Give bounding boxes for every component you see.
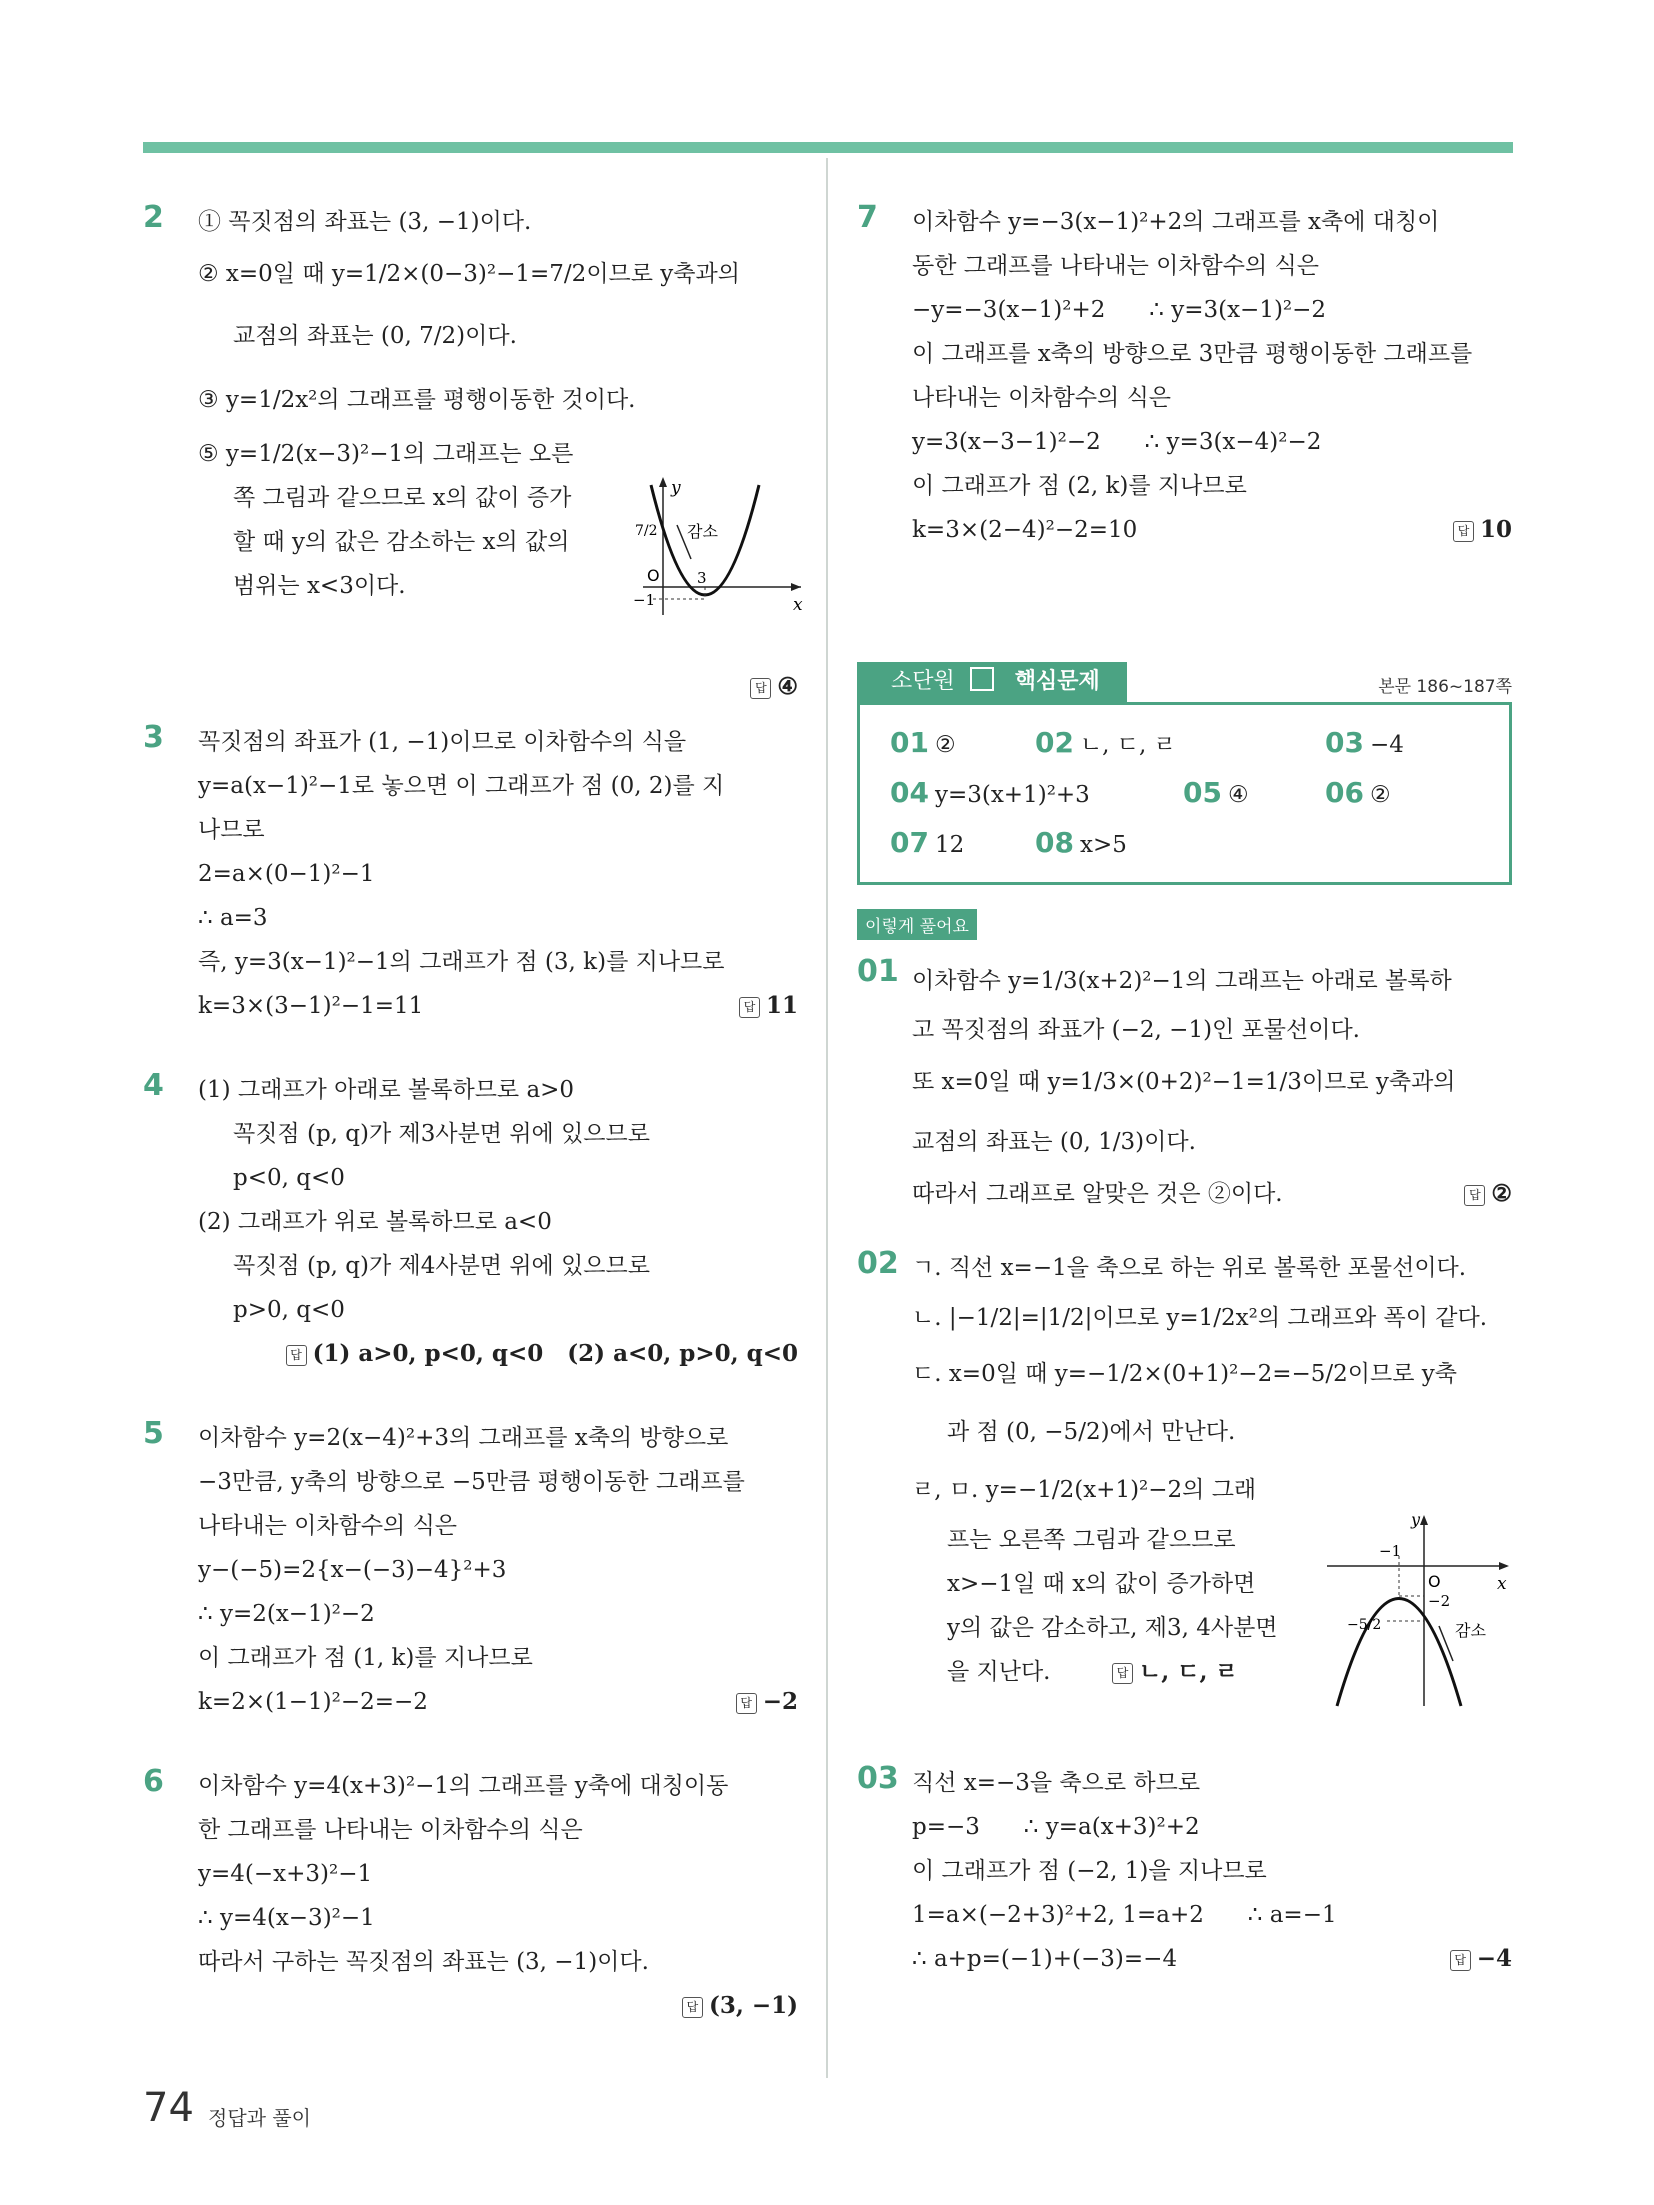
answer-value: 10 — [1479, 516, 1512, 543]
solution-tag: 이렇게 풀어요 — [857, 909, 977, 940]
core-header — [857, 662, 1512, 702]
notebook-icon — [970, 667, 994, 691]
right-column — [857, 200, 1512, 1981]
text-line: 나타내는 이차함수의 식은 — [198, 1513, 458, 1539]
footer-label: 정답과 풀이 — [208, 2106, 311, 2130]
core-answer-value: ④ — [1227, 782, 1249, 808]
top-accent-bar — [143, 142, 1513, 153]
text-line: ∴ y=4(x−3)²−1 — [198, 1905, 375, 1931]
problem-7 — [857, 200, 1512, 552]
graph-label-y: y — [1411, 1511, 1421, 1529]
core-answer — [1035, 819, 1127, 869]
text-line — [912, 1937, 1512, 1981]
y-axis-arrow — [1420, 1515, 1428, 1525]
graph-label-seven-halves: 7/2 — [635, 523, 658, 539]
text-line: ② x=0일 때 y=1/2×(0−3)²−1=7/2이므로 y축과의 — [198, 261, 740, 287]
parabola-graph-p2 — [633, 475, 803, 625]
text-line: ∴ a=3 — [198, 905, 268, 931]
text-line: 1=a×(−2+3)²+2, 1=a+2 ∴ a=−1 — [912, 1902, 1337, 1928]
text-line: y=4(−x+3)²−1 — [198, 1861, 373, 1887]
answer-icon: 답 — [1453, 521, 1474, 542]
text-line: 프는 오른쪽 그림과 같으므로 — [947, 1527, 1236, 1553]
problem-number: 2 — [143, 200, 164, 235]
text-line: 이 그래프를 x축의 방향으로 3만큼 평행이동한 그래프를 — [912, 341, 1473, 367]
text-line: ㄷ. x=0일 때 y=−1/2×(0+1)²−2=−5/2이므로 y축 — [912, 1361, 1457, 1387]
answer-value: −2 — [762, 1688, 798, 1715]
text-line: y−(−5)=2{x−(−3)−4}²+3 — [198, 1557, 507, 1583]
y-axis-arrow — [659, 477, 667, 487]
text-line: ① 꼭짓점의 좌표는 (3, −1)이다. — [198, 209, 532, 235]
parabola-graph-s02 — [1327, 1511, 1512, 1711]
text-line: 할 때 y의 값은 감소하는 x의 값의 — [233, 529, 570, 555]
core-answer-number: 07 — [890, 826, 929, 859]
text-span: k=2×(1−1)²−2=−2 — [198, 1689, 428, 1715]
text-line: 쪽 그림과 같으므로 x의 값이 증가 — [233, 485, 572, 511]
x-axis-arrow — [791, 583, 801, 591]
answer-value: −4 — [1476, 1945, 1512, 1972]
answer — [736, 1680, 798, 1724]
graph-label-x: x — [1497, 1574, 1507, 1594]
text-line: 꼭짓점 (p, q)가 제3사분면 위에 있으므로 — [233, 1121, 650, 1147]
core-answer — [1183, 769, 1325, 819]
text-line: 이차함수 y=4(x+3)²−1의 그래프를 y축에 대칭이동 — [198, 1773, 729, 1799]
text-line: ㄹ, ㅁ. y=−1/2(x+1)²−2의 그래 — [912, 1477, 1257, 1503]
core-row — [890, 769, 1479, 819]
solution-03 — [857, 1761, 1512, 1981]
core-answer-number: 04 — [890, 776, 929, 809]
problem-6 — [143, 1764, 798, 2028]
text-line: p>0, q<0 — [233, 1297, 345, 1323]
graph-label-origin: O — [647, 566, 660, 585]
core-answer-number: 05 — [1183, 776, 1222, 809]
text-line: y의 값은 감소하고, 제3, 4사분면 — [947, 1615, 1278, 1641]
text-line: ∴ y=2(x−1)²−2 — [198, 1601, 375, 1627]
text-line: 범위는 x<3이다. — [233, 573, 406, 599]
graph-label-origin: O — [1428, 1572, 1441, 1591]
solution-02 — [857, 1246, 1512, 1736]
text-line: p=−3 ∴ y=a(x+3)²+2 — [912, 1814, 1200, 1840]
core-answer-number: 03 — [1325, 726, 1364, 759]
answer — [1453, 508, 1512, 552]
core-answer-number: 08 — [1035, 826, 1074, 859]
text-line: 즉, y=3(x−1)²−1의 그래프가 점 (3, k)를 지나므로 — [198, 949, 725, 975]
text-line — [198, 1680, 798, 1724]
core-answer-value: ② — [934, 732, 956, 758]
graph-label-decrease: 감소 — [687, 522, 718, 541]
solution-number: 02 — [857, 1246, 899, 1281]
decrease-arrow — [1439, 1626, 1453, 1661]
text-span: ∴ a+p=(−1)+(−3)=−4 — [912, 1946, 1178, 1972]
graph-label-minus-one: −1 — [1379, 1542, 1402, 1560]
text-line: 2=a×(0−1)²−1 — [198, 861, 375, 887]
answer — [1450, 1937, 1512, 1981]
x-axis-arrow — [1499, 1562, 1509, 1570]
problem-3 — [143, 720, 798, 1028]
text-line: 고 꼭짓점의 좌표가 (−2, −1)인 포물선이다. — [912, 1017, 1360, 1043]
text-line: 따라서 구하는 꼭짓점의 좌표는 (3, −1)이다. — [198, 1949, 649, 1975]
core-tab-label-1: 소단원 — [891, 669, 955, 694]
answer-value: ④ — [777, 673, 798, 700]
text-line: 교점의 좌표는 (0, 7/2)이다. — [233, 323, 517, 349]
text-line: p<0, q<0 — [233, 1165, 345, 1191]
graph-label-minus-one: −1 — [633, 591, 656, 609]
text-line: (2) 그래프가 위로 볼록하므로 a<0 — [198, 1209, 552, 1235]
parabola-curve — [1337, 1599, 1461, 1707]
text-line: 나므로 — [198, 817, 265, 843]
text-span: 을 지난다. — [947, 1659, 1051, 1685]
text-line: 이 그래프가 점 (−2, 1)을 지나므로 — [912, 1858, 1267, 1884]
page-reference: 본문 186~187쪽 — [1378, 677, 1512, 697]
text-span: 따라서 그래프로 알맞은 것은 ②이다. — [912, 1181, 1283, 1207]
problem-5 — [143, 1416, 798, 1724]
solution-number: 03 — [857, 1761, 899, 1796]
answer — [198, 1984, 798, 2028]
text-line: x>−1일 때 x의 값이 증가하면 — [947, 1571, 1256, 1597]
text-line: 이 그래프가 점 (2, k)를 지나므로 — [912, 473, 1247, 499]
core-answer — [890, 769, 1183, 819]
core-answer — [890, 719, 1035, 769]
text-line — [912, 508, 1512, 552]
core-answer-value: x>5 — [1079, 832, 1127, 858]
answer — [198, 1332, 798, 1376]
problem-number: 6 — [143, 1764, 164, 1799]
text-line: 이차함수 y=−3(x−1)²+2의 그래프를 x축에 대칭이 — [912, 209, 1440, 235]
answer — [1464, 1172, 1512, 1216]
text-line: ⑤ y=1/2(x−3)²−1의 그래프는 오른 — [198, 441, 574, 467]
text-line: y=a(x−1)²−1로 놓으면 이 그래프가 점 (0, 2)를 지 — [198, 773, 725, 799]
text-line: 동한 그래프를 나타내는 이차함수의 식은 — [912, 253, 1319, 279]
text-line — [198, 984, 798, 1028]
text-span: k=3×(2−4)²−2=10 — [912, 517, 1138, 543]
text-line: 또 x=0일 때 y=1/3×(0+2)²−1=1/3이므로 y축과의 — [912, 1069, 1456, 1095]
graph-label-minus-five-halves: −5/2 — [1347, 1617, 1382, 1633]
graph-label-x: x — [793, 595, 803, 615]
problem-2 — [143, 200, 803, 700]
problem-number: 7 — [857, 200, 878, 235]
answer-value: (3, −1) — [708, 1992, 798, 2019]
text-line: 꼭짓점의 좌표가 (1, −1)이므로 이차함수의 식을 — [198, 729, 687, 755]
text-line — [912, 1172, 1512, 1216]
core-row — [890, 819, 1479, 869]
text-line: 이차함수 y=1/3(x+2)²−1의 그래프는 아래로 볼록하 — [912, 968, 1452, 994]
text-line: 직선 x=−3을 축으로 하므로 — [912, 1770, 1201, 1796]
problem-number: 5 — [143, 1416, 164, 1451]
answer — [750, 665, 798, 709]
core-answers-box — [857, 702, 1512, 885]
answer-icon: 답 — [1464, 1185, 1485, 1206]
text-line: −3만큼, y축의 방향으로 −5만큼 평행이동한 그래프를 — [198, 1469, 745, 1495]
core-answer — [1325, 719, 1404, 769]
graph-label-decrease: 감소 — [1455, 1621, 1486, 1640]
text-span: k=3×(3−1)²−1=11 — [198, 993, 424, 1019]
text-line: ㄱ. 직선 x=−1을 축으로 하는 위로 볼록한 포물선이다. — [912, 1255, 1467, 1281]
answer-icon: 답 — [739, 997, 760, 1018]
text-line: 나타내는 이차함수의 식은 — [912, 385, 1172, 411]
text-line: ㄴ. |−1/2|=|1/2|이므로 y=1/2x²의 그래프와 폭이 같다. — [912, 1305, 1488, 1331]
core-answer — [890, 819, 1035, 869]
core-row — [890, 719, 1479, 769]
answer — [739, 984, 798, 1028]
answer-icon: 답 — [1112, 1663, 1133, 1684]
core-answer — [1035, 719, 1325, 769]
problem-4 — [143, 1068, 798, 1376]
answer-value: ② — [1491, 1180, 1512, 1207]
page-number: 74 — [143, 2085, 194, 2131]
core-answer-value: −4 — [1369, 732, 1404, 758]
text-line: 이차함수 y=2(x−4)²+3의 그래프를 x축의 방향으로 — [198, 1425, 729, 1451]
core-answer-value: y=3(x+1)²+3 — [934, 782, 1090, 808]
answer-icon: 답 — [750, 678, 771, 699]
answer-value: ㄴ, ㄷ, ㄹ — [1139, 1658, 1238, 1685]
core-answer-number: 06 — [1325, 776, 1364, 809]
core-tab — [857, 662, 1127, 702]
problem-number: 3 — [143, 720, 164, 755]
answer-value: (1) a>0, p<0, q<0 (2) a<0, p>0, q<0 — [312, 1340, 798, 1367]
answer-icon: 답 — [682, 1997, 703, 2018]
solution-01 — [857, 954, 1512, 1216]
answer-icon: 답 — [1450, 1950, 1471, 1971]
answer-icon: 답 — [736, 1693, 757, 1714]
text-line: 꼭짓점 (p, q)가 제4사분면 위에 있으므로 — [233, 1253, 650, 1279]
core-answer-value: 12 — [934, 832, 965, 858]
graph-label-y: y — [671, 478, 681, 498]
core-answer-number: 01 — [890, 726, 929, 759]
graph-label-three: 3 — [697, 569, 707, 587]
core-tab-label-2: 핵심문제 — [1014, 669, 1100, 694]
text-line: 교점의 좌표는 (0, 1/3)이다. — [912, 1129, 1196, 1155]
core-answer-value: ㄴ, ㄷ, ㄹ — [1079, 732, 1176, 758]
text-line: ③ y=1/2x²의 그래프를 평행이동한 것이다. — [198, 387, 636, 413]
left-column — [143, 200, 803, 2028]
text-line: 한 그래프를 나타내는 이차함수의 식은 — [198, 1817, 583, 1843]
solution-number: 01 — [857, 954, 899, 989]
column-divider — [826, 158, 828, 2078]
text-line: (1) 그래프가 아래로 볼록하므로 a>0 — [198, 1077, 575, 1103]
answer — [1112, 1650, 1238, 1694]
core-problems-section — [857, 662, 1512, 885]
text-line: −y=−3(x−1)²+2 ∴ y=3(x−1)²−2 — [912, 297, 1327, 323]
problem-number: 4 — [143, 1068, 164, 1103]
text-line: 이 그래프가 점 (1, k)를 지나므로 — [198, 1645, 533, 1671]
graph-label-minus-two: −2 — [1428, 1592, 1451, 1610]
text-line: 과 점 (0, −5/2)에서 만난다. — [947, 1419, 1236, 1445]
answer-icon: 답 — [286, 1345, 307, 1366]
core-answer-value: ② — [1369, 782, 1391, 808]
core-answer-number: 02 — [1035, 726, 1074, 759]
core-answer — [1325, 769, 1391, 819]
text-line: y=3(x−3−1)²−2 ∴ y=3(x−4)²−2 — [912, 429, 1322, 455]
answer-value: 11 — [765, 992, 798, 1019]
